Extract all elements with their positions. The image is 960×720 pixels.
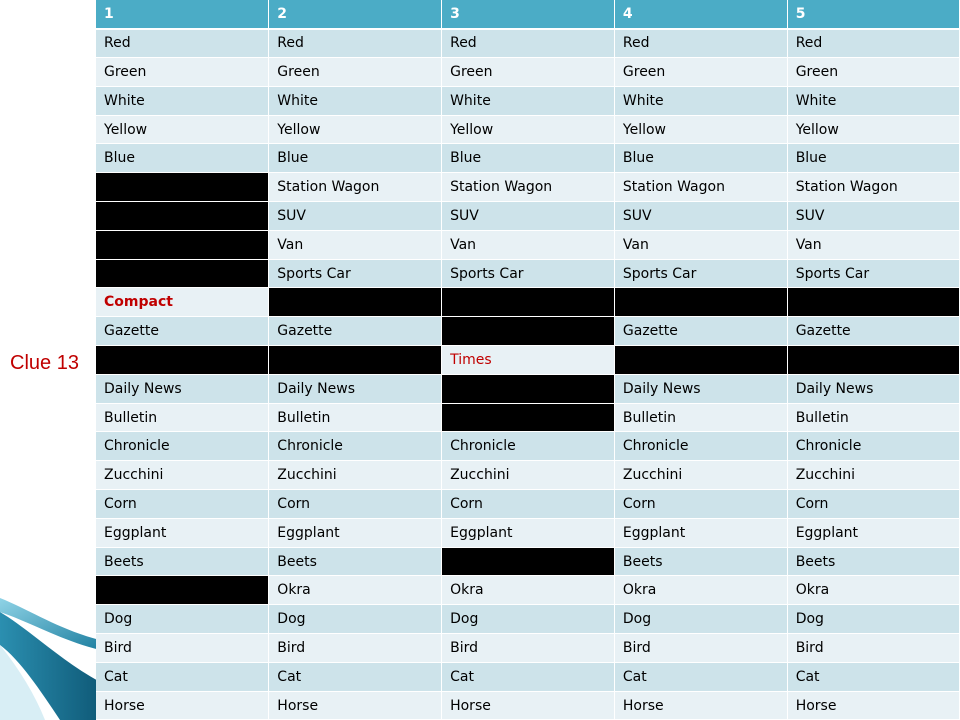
grid-cell: White [614, 86, 787, 115]
grid-cell: Horse [269, 691, 442, 720]
table-row [96, 634, 960, 663]
table-row [96, 490, 960, 519]
grid-cell: Horse [614, 691, 787, 720]
table-row [96, 518, 960, 547]
table-row [96, 288, 960, 317]
grid-cell: Chronicle [269, 432, 442, 461]
grid-cell: Daily News [269, 374, 442, 403]
grid-cell: Bird [787, 634, 960, 663]
grid-cell: Blue [787, 144, 960, 173]
grid-cell: SUV [787, 202, 960, 231]
grid-cell: Van [787, 230, 960, 259]
grid-cell: Station Wagon [614, 173, 787, 202]
grid-cell: Green [96, 58, 269, 87]
blocked-cell [96, 259, 269, 288]
table-row [96, 58, 960, 87]
grid-cell: Yellow [442, 115, 615, 144]
grid-cell: Chronicle [787, 432, 960, 461]
table-row [96, 346, 960, 375]
logic-puzzle-grid [96, 0, 960, 720]
blocked-cell [614, 346, 787, 375]
grid-cell: Beets [96, 547, 269, 576]
grid-cell: Corn [269, 490, 442, 519]
column-header: 3 [442, 0, 615, 29]
grid-cell: Daily News [787, 374, 960, 403]
grid-cell: Daily News [96, 374, 269, 403]
grid-cell: Chronicle [96, 432, 269, 461]
blocked-cell [96, 346, 269, 375]
table-row [96, 86, 960, 115]
table-row [96, 403, 960, 432]
grid-cell: Sports Car [614, 259, 787, 288]
grid-cell: Bulletin [96, 403, 269, 432]
grid-cell: Horse [96, 691, 269, 720]
table-row [96, 662, 960, 691]
grid-cell: Corn [96, 490, 269, 519]
grid-cell: Blue [614, 144, 787, 173]
table-row [96, 432, 960, 461]
grid-cell: Zucchini [614, 461, 787, 490]
grid-cell: Gazette [269, 317, 442, 346]
grid-cell: Dog [96, 605, 269, 634]
grid-cell: Gazette [96, 317, 269, 346]
grid-cell: Bulletin [787, 403, 960, 432]
table-row [96, 144, 960, 173]
grid-cell: Okra [614, 576, 787, 605]
grid-cell: Dog [442, 605, 615, 634]
grid-cell: Eggplant [442, 518, 615, 547]
grid-cell: Sports Car [442, 259, 615, 288]
blocked-cell [269, 288, 442, 317]
grid-cell: Yellow [787, 115, 960, 144]
grid-cell: Zucchini [442, 461, 615, 490]
grid-cell: SUV [614, 202, 787, 231]
grid-body [96, 29, 960, 720]
table-row [96, 173, 960, 202]
grid-cell: Bird [442, 634, 615, 663]
grid-cell: Zucchini [787, 461, 960, 490]
grid-cell: Green [269, 58, 442, 87]
grid-cell: Red [787, 29, 960, 58]
highlighted-cell: Compact [96, 288, 269, 317]
grid-cell: Chronicle [614, 432, 787, 461]
blocked-cell [442, 374, 615, 403]
grid-cell: Dog [787, 605, 960, 634]
table-row [96, 115, 960, 144]
grid-cell: Horse [442, 691, 615, 720]
grid-cell: Bird [96, 634, 269, 663]
grid-cell: Corn [614, 490, 787, 519]
grid-cell: Chronicle [442, 432, 615, 461]
grid-cell: Blue [269, 144, 442, 173]
grid-cell: White [442, 86, 615, 115]
grid-cell: SUV [269, 202, 442, 231]
grid-cell: Bulletin [269, 403, 442, 432]
table-row [96, 259, 960, 288]
column-header: 4 [614, 0, 787, 29]
blocked-cell [787, 288, 960, 317]
clue-label: Clue 13 [10, 352, 79, 374]
grid-cell: Okra [442, 576, 615, 605]
blocked-cell [442, 317, 615, 346]
grid-cell: Sports Car [269, 259, 442, 288]
column-header: 5 [787, 0, 960, 29]
decorative-ribbon-graphic [0, 590, 100, 720]
grid-cell: Van [269, 230, 442, 259]
grid-cell: Red [614, 29, 787, 58]
grid-cell: Red [269, 29, 442, 58]
column-header: 1 [96, 0, 269, 29]
table-row [96, 691, 960, 720]
grid-cell: Yellow [96, 115, 269, 144]
table-row [96, 317, 960, 346]
grid-cell: Cat [614, 662, 787, 691]
highlighted-cell: Times [442, 346, 615, 375]
grid-cell: Gazette [614, 317, 787, 346]
grid-cell: Zucchini [96, 461, 269, 490]
grid-cell: Station Wagon [269, 173, 442, 202]
table-row [96, 547, 960, 576]
table-row [96, 29, 960, 58]
grid-cell: Station Wagon [787, 173, 960, 202]
grid-cell: Okra [269, 576, 442, 605]
grid-cell: Dog [614, 605, 787, 634]
grid-cell: Bird [269, 634, 442, 663]
grid-cell: Horse [787, 691, 960, 720]
grid-cell: Beets [787, 547, 960, 576]
column-header: 2 [269, 0, 442, 29]
grid-cell: Dog [269, 605, 442, 634]
grid-cell: Eggplant [614, 518, 787, 547]
grid-cell: White [96, 86, 269, 115]
grid-cell: White [269, 86, 442, 115]
table-row [96, 374, 960, 403]
grid-cell: Red [96, 29, 269, 58]
grid-cell: Yellow [269, 115, 442, 144]
grid-cell: Sports Car [787, 259, 960, 288]
grid-cell: SUV [442, 202, 615, 231]
grid-cell: Cat [96, 662, 269, 691]
blocked-cell [96, 230, 269, 259]
blocked-cell [96, 173, 269, 202]
grid-cell: Eggplant [787, 518, 960, 547]
grid-cell: Blue [96, 144, 269, 173]
grid-cell: Station Wagon [442, 173, 615, 202]
blocked-cell [442, 288, 615, 317]
grid-cell: Beets [269, 547, 442, 576]
grid-cell: Gazette [787, 317, 960, 346]
table-row [96, 230, 960, 259]
table-row [96, 461, 960, 490]
grid-cell: Okra [787, 576, 960, 605]
grid-cell: Green [787, 58, 960, 87]
grid-cell: White [787, 86, 960, 115]
blocked-cell [787, 346, 960, 375]
grid-cell: Red [442, 29, 615, 58]
grid-cell: Beets [614, 547, 787, 576]
grid-cell: Daily News [614, 374, 787, 403]
blocked-cell [96, 576, 269, 605]
table-row [96, 202, 960, 231]
grid-cell: Bulletin [614, 403, 787, 432]
grid-cell: Van [442, 230, 615, 259]
table-row [96, 605, 960, 634]
grid-cell: Yellow [614, 115, 787, 144]
blocked-cell [442, 403, 615, 432]
blocked-cell [96, 202, 269, 231]
blocked-cell [442, 547, 615, 576]
grid-cell: Corn [787, 490, 960, 519]
blocked-cell [614, 288, 787, 317]
grid-cell: Cat [787, 662, 960, 691]
grid-cell: Corn [442, 490, 615, 519]
grid-cell: Eggplant [96, 518, 269, 547]
grid-cell: Eggplant [269, 518, 442, 547]
blocked-cell [269, 346, 442, 375]
grid-cell: Zucchini [269, 461, 442, 490]
grid-cell: Blue [442, 144, 615, 173]
grid-cell: Cat [442, 662, 615, 691]
header-row [96, 0, 960, 29]
grid-cell: Bird [614, 634, 787, 663]
table-row [96, 576, 960, 605]
grid-cell: Van [614, 230, 787, 259]
grid-cell: Green [614, 58, 787, 87]
grid-cell: Cat [269, 662, 442, 691]
grid-cell: Green [442, 58, 615, 87]
